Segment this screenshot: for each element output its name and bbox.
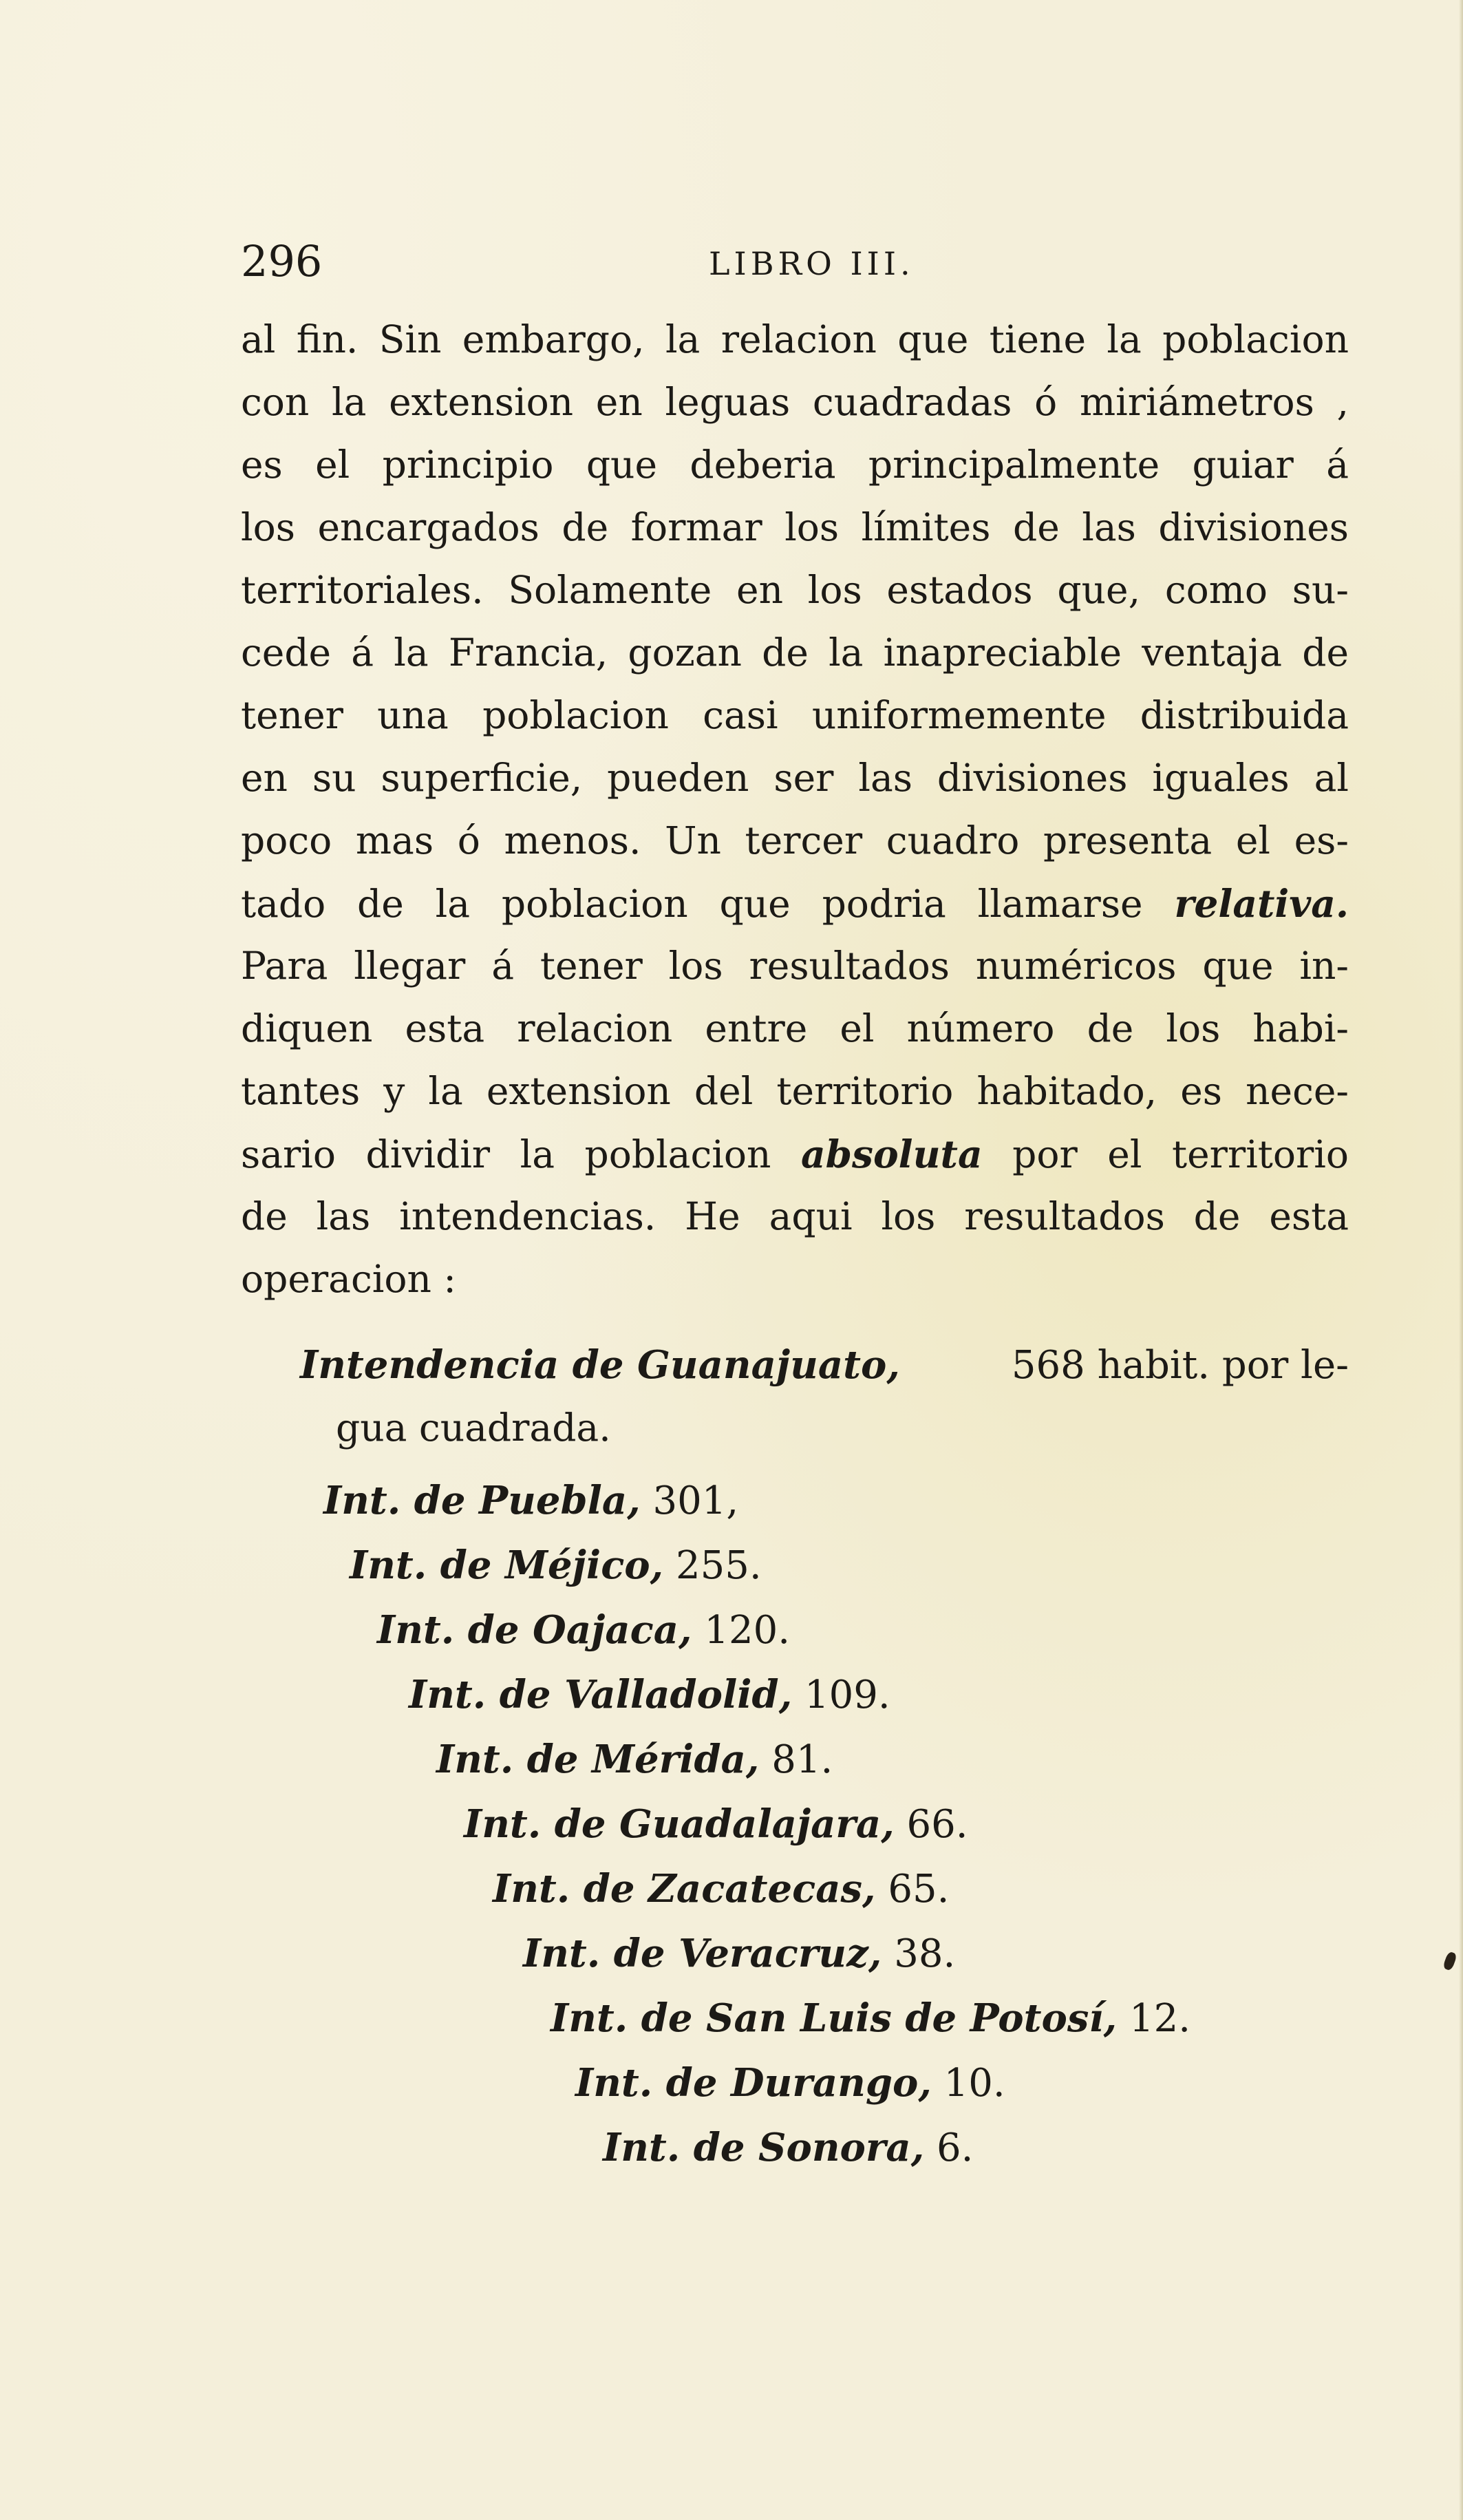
text-segment: sario dividir la poblacion — [241, 1132, 771, 1176]
text-line: es el principio que deberia principalmente guiar á — [241, 443, 1349, 487]
entry-label: Int. de Sonora, — [603, 2125, 925, 2170]
text-line — [241, 872, 1349, 935]
text-line: territoriales. Solamente en los estados que, como su- — [241, 568, 1349, 612]
entry-value: 65. — [888, 1867, 950, 1912]
text-line: de las intendencias. He aqui los resultados de esta — [241, 1194, 1349, 1238]
list-entry — [523, 1926, 955, 1982]
text-line: Para llegar á tener los resultados numéricos que in- — [241, 944, 1349, 988]
list-entry — [551, 1991, 1190, 2046]
list-entry — [493, 1861, 949, 1917]
entry-label: Int. de Mérida, — [436, 1737, 760, 1782]
page-edge — [1459, 0, 1463, 2520]
entry-continuation: gua cuadrada. — [336, 1406, 611, 1450]
list-entry-guanajuato — [300, 1334, 1349, 1459]
text-line: poco mas ó menos. Un tercer cuadro presenta el es- — [241, 818, 1349, 862]
entry-value: 10. — [943, 2061, 1005, 2106]
list-entry — [464, 1797, 968, 1852]
entry-label: Int. de Veracruz, — [523, 1931, 882, 1976]
entry-value: 81. — [771, 1737, 833, 1782]
page-header — [241, 234, 1349, 289]
running-head: LIBRO III. — [709, 245, 915, 282]
page-number: 296 — [241, 236, 323, 286]
entry-value: 6. — [937, 2126, 974, 2170]
emphasis-absoluta: absoluta — [800, 1132, 983, 1176]
text-line: al fin. Sin embargo, la relacion que tiene la poblacion — [241, 317, 1349, 361]
body-paragraph — [241, 308, 1349, 1311]
entry-value: 66. — [906, 1802, 968, 1847]
text-line: en su superficie, pueden ser las divisiones iguales al — [241, 756, 1349, 800]
list-entry — [323, 1473, 738, 1529]
text-segment: por el territorio — [1012, 1132, 1349, 1176]
entry-value: 255. — [675, 1543, 762, 1588]
list-entry — [436, 1732, 833, 1788]
entry-label: Int. de Zacatecas, — [493, 1866, 876, 1912]
entry-value: 568 habit. por le- — [1011, 1343, 1349, 1388]
text-line: tantes y la extension del territorio habitado, es nece- — [241, 1069, 1349, 1113]
entry-label: Int. de Valladolid, — [409, 1672, 793, 1717]
entry-value: 120. — [704, 1608, 791, 1653]
entry-value: 109. — [804, 1673, 890, 1717]
list-entry — [409, 1667, 890, 1723]
entry-label: Int. de Durango, — [575, 2060, 932, 2106]
text-line: diquen esta relacion entre el número de los habi- — [241, 1006, 1349, 1050]
text-line: los encargados de formar los límites de las divisiones — [241, 505, 1349, 549]
entry-label: Intendencia de Guanajuato, — [300, 1342, 900, 1388]
entry-value: 12. — [1129, 1996, 1191, 2041]
text-line — [241, 1123, 1349, 1185]
emphasis-relativa: relativa. — [1174, 881, 1349, 926]
entry-label: Int. de Oajaca, — [377, 1607, 692, 1653]
entry-value: 301, — [652, 1479, 739, 1523]
entry-label: Int. de San Luis de Potosí, — [551, 1995, 1118, 2041]
list-entry — [377, 1602, 790, 1658]
list-entry — [575, 2055, 1005, 2111]
entry-label: Int. de Guadalajara, — [464, 1801, 895, 1847]
text-segment: tado de la poblacion que podria llamarse — [241, 882, 1143, 926]
text-line: tener una poblacion casi uniformemente distribuida — [241, 693, 1349, 737]
list-entry — [603, 2120, 973, 2176]
list-entry — [350, 1538, 762, 1593]
entry-label: Int. de Puebla, — [323, 1478, 641, 1523]
ink-speck-mark — [1442, 1951, 1457, 1971]
text-line: con la extension en leguas cuadradas ó miriámetros , — [241, 380, 1349, 424]
text-line: cede á la Francia, gozan de la inapreciable ventaja de — [241, 631, 1349, 675]
entry-row — [300, 1334, 1349, 1397]
entry-label: Int. de Méjico, — [350, 1543, 664, 1588]
text-line: operacion : — [241, 1257, 456, 1301]
entry-value: 38. — [894, 1931, 956, 1976]
